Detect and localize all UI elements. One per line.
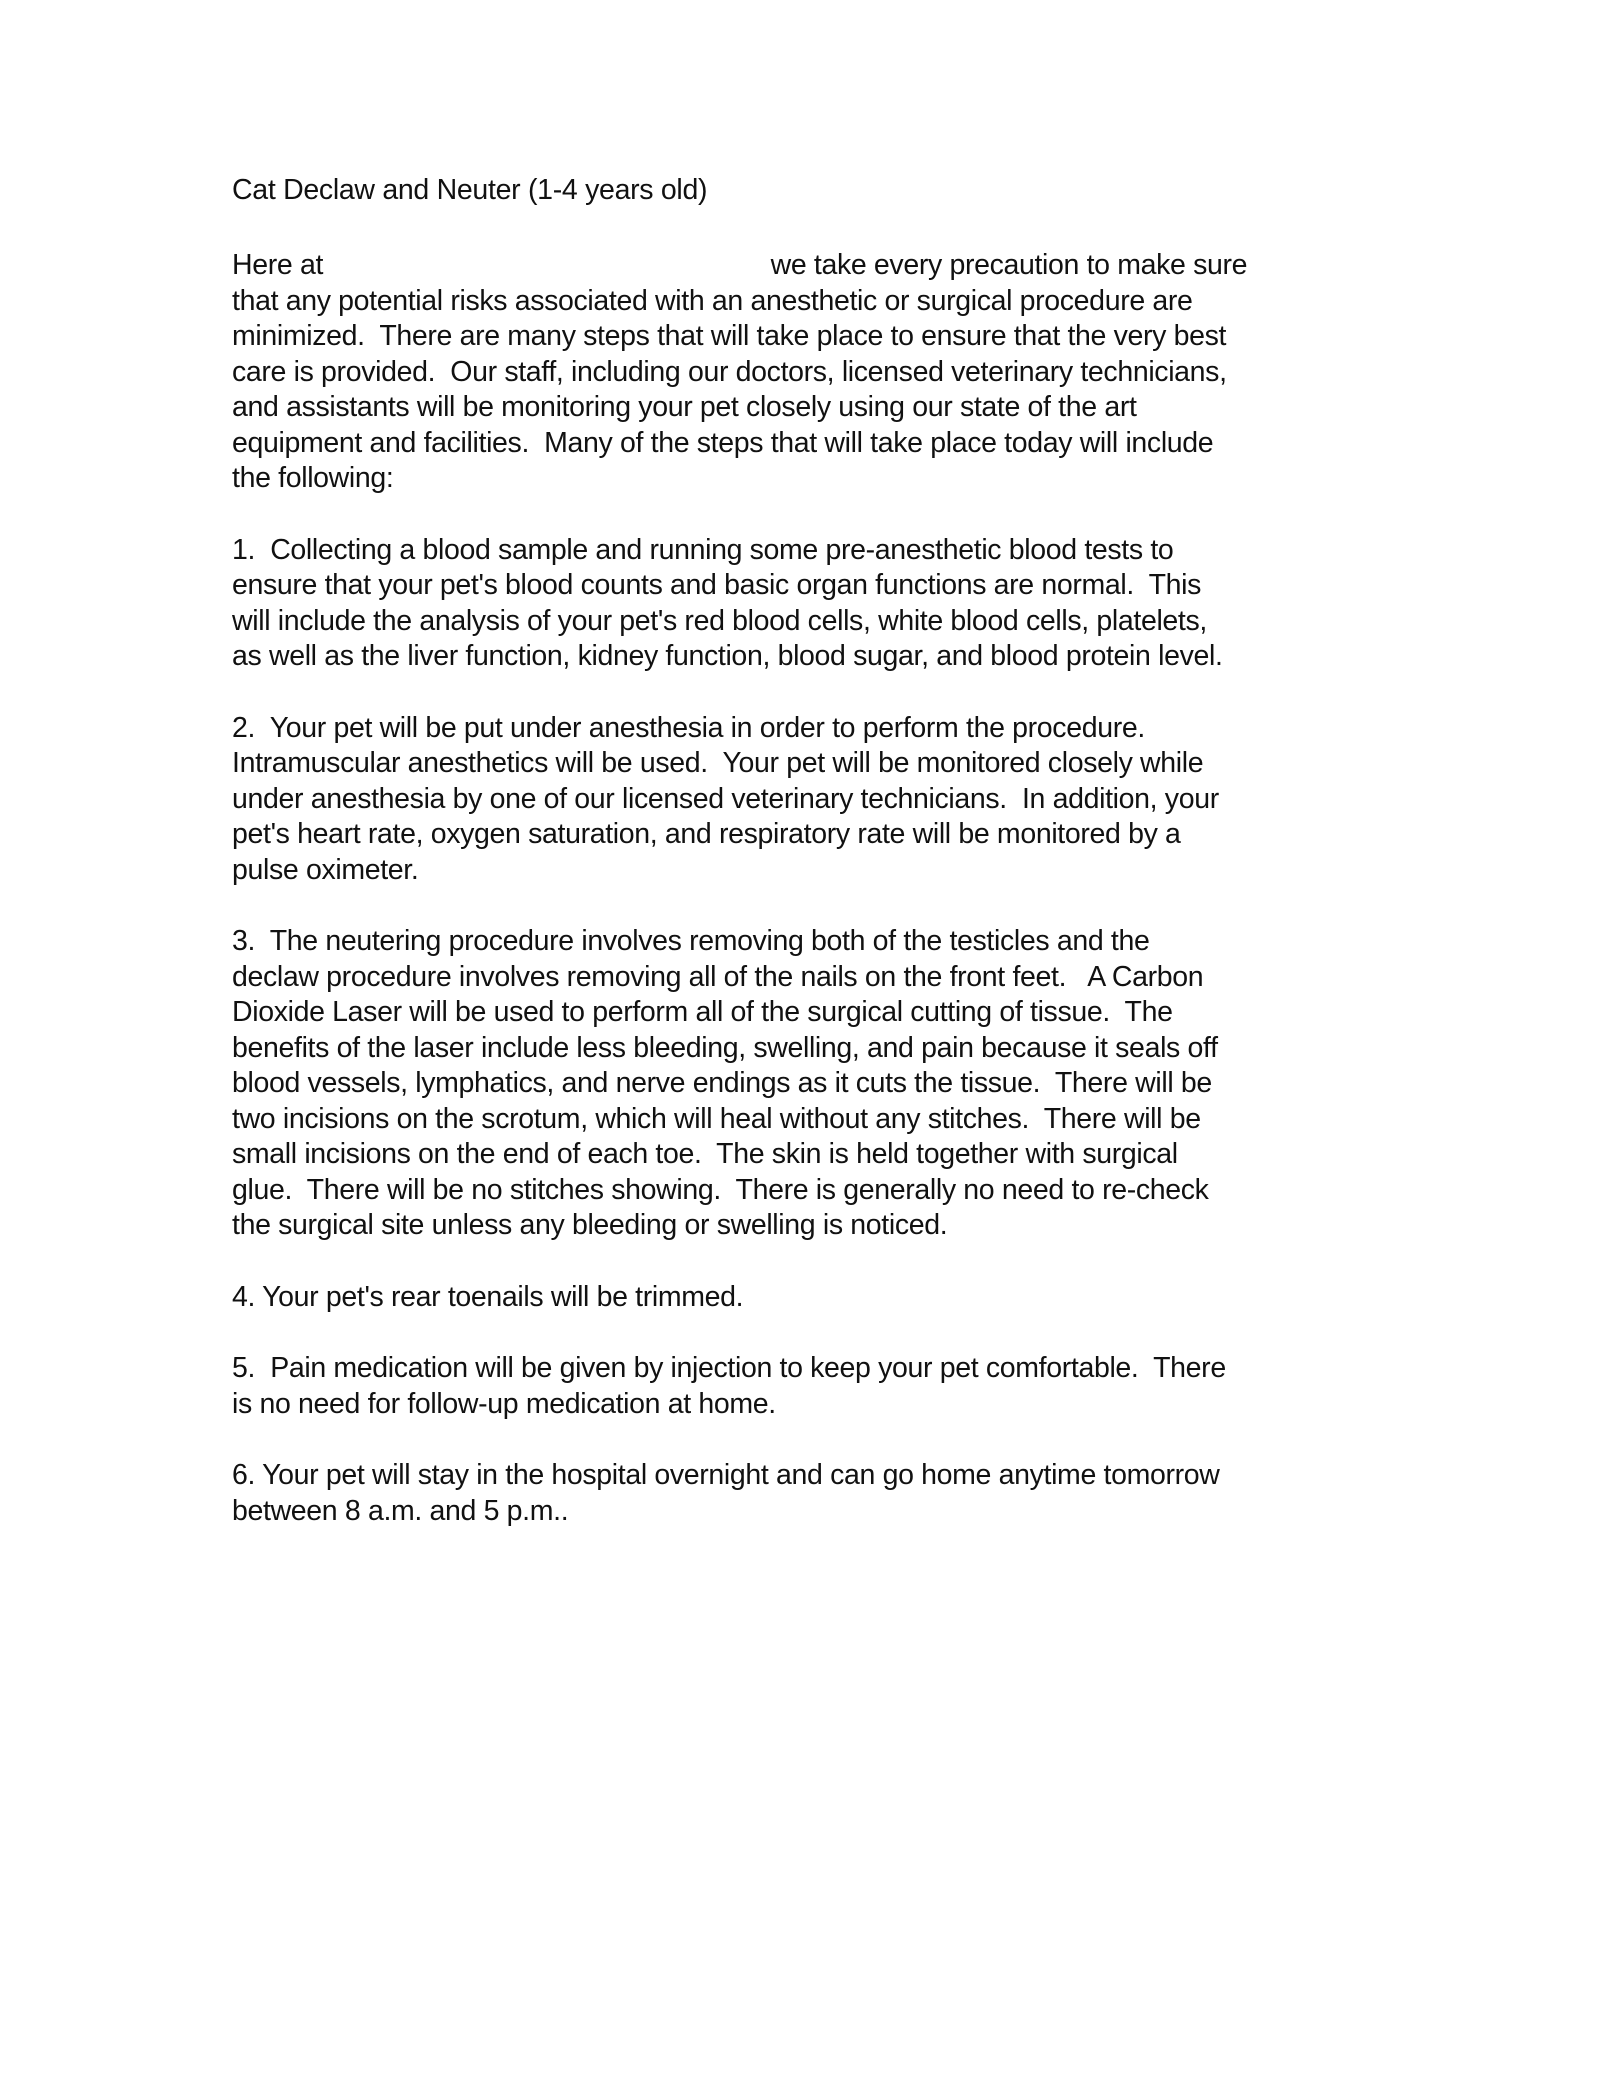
document-title: Cat Declaw and Neuter (1-4 years old)	[232, 174, 708, 206]
intro-prefix: Here at	[232, 249, 331, 281]
intro-suffix: we take every precaution to make sure	[770, 249, 1248, 281]
item-line: 5. Pain medication will be given by injection to keep your pet comfortable. There	[232, 1352, 1226, 1384]
item-line: 2. Your pet will be put under anesthesia in order to perform the procedure.	[232, 711, 1145, 744]
intro-line: minimized. There are many steps that will take place to ensure that the very best	[232, 320, 1227, 352]
item-line: between 8 a.m. and 5 p.m..	[232, 1494, 569, 1527]
item-line: Dioxide Laser will be used to perform all of the surgical cutting of tissue. The	[232, 996, 1173, 1028]
intro-paragraph	[232, 248, 1382, 497]
item-line: blood vessels, lymphatics, and nerve endings as it cuts the tissue. There will be	[232, 1067, 1212, 1099]
item-line: 3. The neutering procedure involves removing both of the testicles and the	[232, 925, 1150, 957]
item-line: two incisions on the scrotum, which will heal without any stitches. There will be	[232, 1102, 1201, 1135]
item-line: as well as the liver function, kidney function, blood sugar, and blood protein level.	[232, 640, 1223, 672]
list-item-6	[232, 1458, 1382, 1529]
document-page	[232, 172, 1382, 1565]
item-line: the surgical site unless any bleeding or swelling is noticed.	[232, 1209, 948, 1241]
item-line: ensure that your pet's blood counts and basic organ functions are normal. This	[232, 569, 1202, 601]
item-line: under anesthesia by one of our licensed veterinary technicians. In addition, your	[232, 782, 1219, 815]
intro-line: the following:	[232, 462, 394, 494]
intro-line: equipment and facilities. Many of the steps that will take place today will include	[232, 426, 1214, 459]
intro-first-line	[232, 248, 1382, 284]
intro-line: care is provided. Our staff, including our doctors, licensed veterinary technicians,	[232, 355, 1227, 388]
intro-line: and assistants will be monitoring your pet closely using our state of the art	[232, 391, 1137, 423]
list-item-3	[232, 924, 1382, 1244]
intro-line: that any potential risks associated with an anesthetic or surgical procedure are	[232, 284, 1193, 317]
list-item-1	[232, 533, 1382, 675]
item-line: glue. There will be no stitches showing. There is generally no need to re-check	[232, 1173, 1209, 1206]
list-item-4	[232, 1280, 1382, 1316]
item-line: 1. Collecting a blood sample and running some pre-anesthetic blood tests to	[232, 533, 1174, 566]
item-line: pulse oximeter.	[232, 853, 419, 886]
item-line: small incisions on the end of each toe. The skin is held together with surgical	[232, 1138, 1178, 1170]
item-line: 6. Your pet will stay in the hospital overnight and can go home anytime tomorrow	[232, 1459, 1220, 1491]
item-line: will include the analysis of your pet's red blood cells, white blood cells, platelets,	[232, 604, 1207, 637]
item-line: Intramuscular anesthetics will be used. Your pet will be monitored closely while	[232, 747, 1204, 779]
item-line: benefits of the laser include less bleeding, swelling, and pain because it seals off	[232, 1031, 1218, 1064]
list-item-5	[232, 1351, 1382, 1422]
item-line: 4. Your pet's rear toenails will be trimmed.	[232, 1280, 744, 1313]
item-line: declaw procedure involves removing all of the nails on the front feet. A Carbon	[232, 960, 1204, 993]
list-item-2	[232, 711, 1382, 889]
item-line: pet's heart rate, oxygen saturation, and respiratory rate will be monitored by a	[232, 818, 1181, 850]
redacted-clinic-name	[331, 250, 771, 278]
item-line: is no need for follow-up medication at home.	[232, 1387, 776, 1420]
